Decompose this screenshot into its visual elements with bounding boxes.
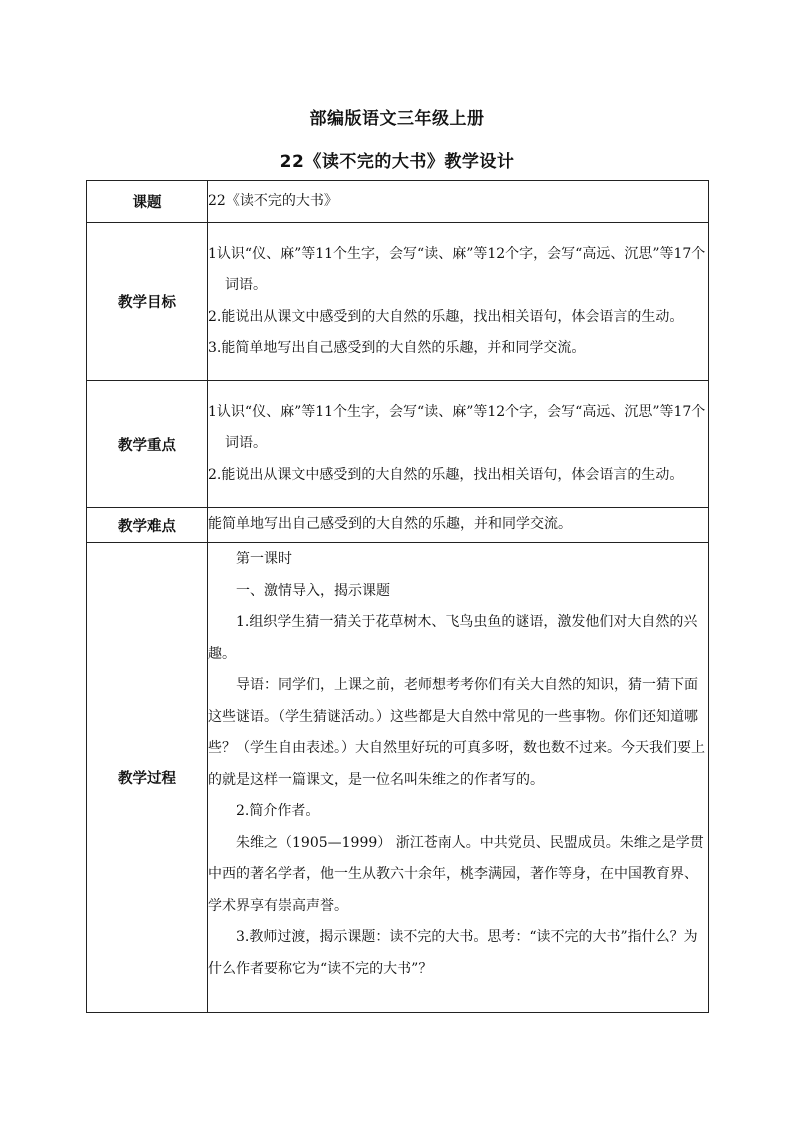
document-title: 部编版语文三年级上册 [309, 109, 485, 129]
objective-item: 2.能说出从课文中感受到的大自然的乐趣，找出相关语句，体会语言的生动。 [208, 308, 684, 325]
table-row-difficulty [87, 508, 709, 543]
process-paragraph: 2.简介作者。 [236, 803, 320, 819]
process-paragraph: 导语：同学们，上课之前，老师想考考你们有关大自然的知识，猜一猜下面这些谜语。（学生猜谜活动。）这些都是大自然中常见的一些事物。你们还知道哪些？（学生自由表述。）大自然里好玩的可真多呀，数也数不过来。今天我们要上的就是这样一篇课文，是一位名叫朱维之的作者写的。 [208, 677, 705, 788]
process-paragraph: 第一课时 [236, 551, 292, 567]
table-row-process [87, 543, 709, 1013]
difficulty-value: 能简单地写出自己感受到的大自然的乐趣，并和同学交流。 [208, 508, 709, 543]
key-points-label: 教学重点 [87, 381, 208, 508]
table-row-objectives [87, 223, 709, 381]
objectives-label: 教学目标 [87, 223, 208, 381]
process-paragraph: 3.教师过渡，揭示课题：读不完的大书。思考：“读不完的大书”指什么？为什么作者要称它为“读不完的大书”？ [208, 929, 698, 977]
key-points-content [208, 381, 709, 508]
table-row-topic [87, 181, 709, 223]
key-point-item: 2.能说出从课文中感受到的大自然的乐趣，找出相关语句，体会语言的生动。 [208, 466, 684, 483]
document-subtitle: 22《读不完的大书》教学设计 [279, 152, 515, 172]
objective-item: 1认识“仪、麻”等11个生字，会写“读、麻”等12个字，会写“高远、沉思”等17个词语。 [208, 245, 706, 293]
key-point-item: 1认识“仪、麻”等11个生字，会写“读、麻”等12个字，会写“高远、沉思”等17个词语。 [208, 403, 706, 452]
process-paragraph: 1.组织学生猜一猜关于花草树木、飞鸟虫鱼的谜语，激发他们对大自然的兴趣。 [208, 614, 698, 662]
process-paragraph: 朱维之（1905—1999） 浙江苍南人。中共党员、民盟成员。朱维之是学贯中西的著名学者，他一生从教六十余年，桃李满园，著作等身，在中国教育界、学术界享有崇高声誉。 [208, 834, 704, 914]
process-content [208, 543, 709, 1013]
topic-label: 课题 [87, 181, 208, 223]
objectives-content [208, 223, 709, 381]
table-row-key-points [87, 381, 709, 508]
process-paragraph: 一、激情导入，揭示课题 [236, 582, 390, 599]
objective-item: 3.能简单地写出自己感受到的大自然的乐趣，并和同学交流。 [208, 340, 586, 356]
difficulty-label: 教学难点 [87, 508, 208, 543]
process-label: 教学过程 [87, 543, 208, 1013]
topic-value: 22《读不完的大书》 [208, 181, 709, 223]
lesson-plan-table [86, 180, 709, 1013]
